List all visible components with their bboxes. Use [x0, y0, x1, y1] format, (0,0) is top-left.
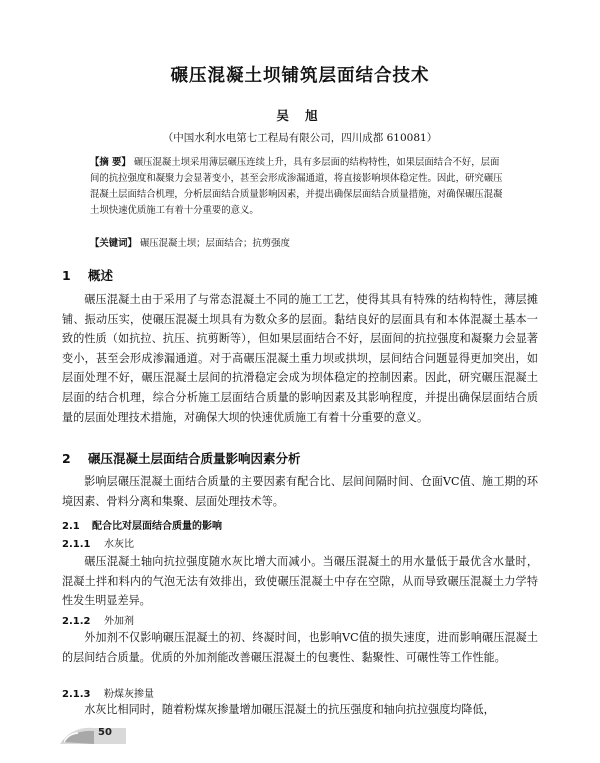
subsection-heading-2-1: [62, 517, 222, 532]
section-1-paragraph: 碾压混凝土由于采用了与常态混凝土不同的施工工艺，使得其具有特殊的结构特性，薄层摊铺、振动压实，使碾压混凝土坝具有为数众多的层面。黏结良好的层面具有和本体混凝土基本一致的性质（如抗拉、抗压、抗剪断等），但如果层面结合不好，层面间的抗拉强度和凝聚力会显著变小，甚至会形成渗漏通道。对于高碾压混凝土重力坝或拱坝，层间结合问题显得更加突出，如层面处理不好，碾压混凝土层间的抗滑稳定会成为坝体稳定的控制因素。因此，研究碾压混凝土层面的结合机理，综合分析施工层面结合质量的影响因素及其影响程度，并提出确保层面结合质量的层面处理技术措施，对确保大坝的快速优质施工有着十分重要的意义。: [62, 293, 538, 424]
author-affiliation: （中国水利水电第七工程局有限公司，四川成都 610081）: [162, 132, 438, 144]
abstract-label: 【摘 要】: [90, 157, 131, 168]
subsection-2-1-3-paragraph: 水灰比相同时，随着粉煤灰掺量增加碾压混凝土的抗压强度和轴向抗拉强度均降低，: [84, 703, 495, 716]
section-heading-2: [62, 449, 301, 467]
author-name: 吴 旭: [276, 108, 324, 123]
keywords-label: 【关键词】: [90, 238, 137, 249]
section-heading-1: [62, 266, 113, 284]
subsection-heading-2-1-3: [62, 685, 154, 700]
subsection-number: 2.1.2: [62, 616, 91, 627]
subsection-title: 外加剂: [104, 616, 134, 627]
abstract-text: 碾压混凝土坝采用薄层碾压连续上升，具有多层面的结构特性，如果层面结合不好，层面间的抗拉强度和凝聚力会显著变小，甚至会形成渗漏通道，将直接影响坝体稳定性。因此，研究碾压混凝土层面结合机理，分析层面结合质量影响因素，并提出确保层面结合质量措施，对确保碾压混凝土坝快速优质施工有着十分重要的意义。: [90, 157, 503, 216]
page-number-ornament-icon: [58, 722, 128, 748]
subsection-title: 水灰比: [104, 539, 134, 550]
paper-title: 碾压混凝土坝铺筑层面结合技术: [170, 66, 430, 86]
subsection-2-1-2-paragraph: 外加剂不仅影响碾压混凝土的初、终凝时间，也影响VC值的损失速度，进而影响碾压混凝土的层间结合质量。优质的外加剂能改善碾压混凝土的包裹性、黏聚性、可碾性等工作性能。: [62, 631, 538, 664]
subsection-heading-2-1-1: [62, 535, 134, 550]
section-title: 概述: [88, 268, 114, 283]
section-number: 2: [62, 451, 71, 466]
subsection-heading-2-1-2: [62, 612, 134, 627]
section-2-paragraph: 影响层碾压混凝土面结合质量的主要因素有配合比、层间间隔时间、仓面VC值、施工期的环境因素、骨料分离和集聚、层面处理技术等。: [62, 475, 538, 508]
keywords: [90, 235, 508, 249]
abstract: [90, 155, 508, 219]
subsection-title: 粉煤灰掺量: [104, 689, 154, 700]
subsection-number: 2.1: [62, 521, 80, 532]
subsection-number: 2.1.3: [62, 689, 91, 700]
section-number: 1: [62, 268, 71, 283]
page-number: 50: [98, 727, 112, 738]
subsection-title: 配合比对层面结合质量的影响: [92, 521, 222, 532]
page-footer: [58, 722, 128, 748]
subsection-2-1-1-paragraph: 碾压混凝土轴向抗拉强度随水灰比增大而减小。当碾压混凝土的用水量低于最优含水量时，混凝土拌和料内的气泡无法有效排出，致使碾压混凝土中存在空隙，从而导致碾压混凝土力学特性发生明显差异。: [62, 555, 538, 608]
keywords-text: 碾压混凝土坝；层面结合；抗剪强度: [139, 238, 290, 249]
section-title: 碾压混凝土层面结合质量影响因素分析: [88, 451, 301, 466]
subsection-number: 2.1.1: [62, 539, 91, 550]
